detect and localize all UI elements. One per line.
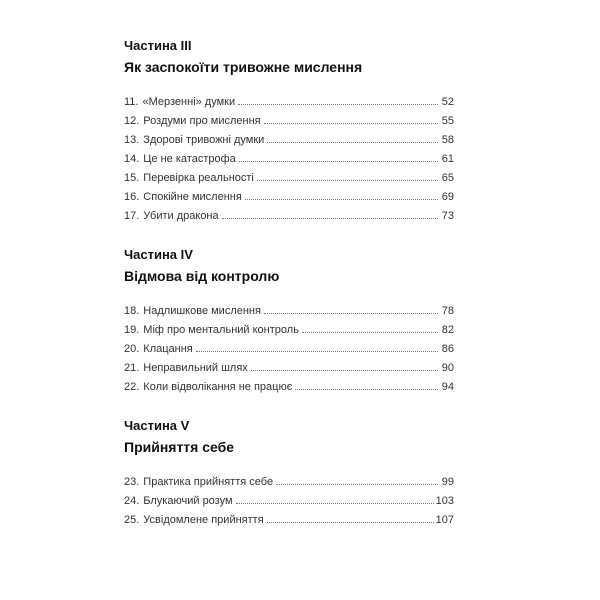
dot-leader xyxy=(276,484,438,485)
entry-title: Убити дракона xyxy=(143,210,219,222)
toc-entry xyxy=(124,302,454,321)
entry-title: Міф про ментальний контроль xyxy=(143,324,299,336)
entry-number: 24. xyxy=(124,495,140,507)
toc-entry xyxy=(124,169,454,188)
entry-number: 11. xyxy=(124,96,139,108)
entry-number: 15. xyxy=(124,172,140,184)
entry-number: 21. xyxy=(124,362,140,374)
part-section xyxy=(124,247,454,397)
entry-number: 12. xyxy=(124,115,140,127)
toc-entry xyxy=(124,378,454,397)
entry-page: 61 xyxy=(441,153,454,165)
entry-title: Це не катастрофа xyxy=(143,153,236,165)
dot-leader xyxy=(239,161,438,162)
dot-leader xyxy=(264,123,438,124)
part-label: Частина V xyxy=(124,418,190,433)
dot-leader xyxy=(222,218,438,219)
entry-page: 52 xyxy=(441,96,454,108)
dot-leader xyxy=(245,199,438,200)
toc-entry xyxy=(124,188,454,207)
entry-page: 69 xyxy=(441,191,454,203)
part-label: Частина IV xyxy=(124,247,193,262)
toc-entry xyxy=(124,359,454,378)
part-label: Частина III xyxy=(124,38,192,53)
entry-page: 107 xyxy=(435,514,454,526)
dot-leader xyxy=(267,522,434,523)
toc-entries xyxy=(124,93,454,226)
entry-title: Клацання xyxy=(143,343,193,355)
entry-number: 17. xyxy=(124,210,140,222)
toc-entries xyxy=(124,302,454,397)
entry-page: 103 xyxy=(435,495,454,507)
dot-leader xyxy=(196,351,438,352)
entry-page: 99 xyxy=(441,476,454,488)
toc-entries xyxy=(124,473,454,530)
entry-number: 14. xyxy=(124,153,140,165)
part-title: Відмова від контролю xyxy=(124,268,280,284)
entry-title: Блукаючий розум xyxy=(143,495,233,507)
dot-leader xyxy=(264,313,438,314)
dot-leader xyxy=(236,503,434,504)
entry-number: 16. xyxy=(124,191,140,203)
entry-number: 25. xyxy=(124,514,140,526)
toc-entry xyxy=(124,207,454,226)
toc-entry xyxy=(124,150,454,169)
toc-entry xyxy=(124,321,454,340)
entry-number: 13. xyxy=(124,134,140,146)
entry-number: 22. xyxy=(124,381,140,393)
entry-page: 94 xyxy=(441,381,454,393)
toc-entry xyxy=(124,93,454,112)
entry-page: 73 xyxy=(441,210,454,222)
toc-entry xyxy=(124,112,454,131)
part-section xyxy=(124,38,454,226)
entry-number: 20. xyxy=(124,343,140,355)
entry-title: Практика прийняття себе xyxy=(143,476,274,488)
entry-title: Перевірка реальності xyxy=(143,172,254,184)
dot-leader xyxy=(267,142,438,143)
entry-title: «Мерзенні» думки xyxy=(142,96,236,108)
part-title: Як заспокоїти тривожне мислення xyxy=(124,59,363,75)
toc-entry xyxy=(124,131,454,150)
toc-entry xyxy=(124,473,454,492)
dot-leader xyxy=(251,370,438,371)
entry-page: 65 xyxy=(441,172,454,184)
dot-leader xyxy=(295,389,438,390)
entry-title: Здорові тривожні думки xyxy=(143,134,265,146)
entry-title: Коли відволікання не працює xyxy=(143,381,293,393)
toc-entry xyxy=(124,511,454,530)
entry-title: Надлишкове мислення xyxy=(143,305,261,317)
entry-number: 23. xyxy=(124,476,140,488)
entry-number: 18. xyxy=(124,305,140,317)
entry-title: Усвідомлене прийняття xyxy=(143,514,264,526)
entry-page: 86 xyxy=(441,343,454,355)
entry-number: 19. xyxy=(124,324,140,336)
entry-page: 55 xyxy=(441,115,454,127)
entry-page: 82 xyxy=(441,324,454,336)
dot-leader xyxy=(302,332,438,333)
part-title: Прийняття себе xyxy=(124,439,235,455)
entry-page: 78 xyxy=(441,305,454,317)
dot-leader xyxy=(238,104,438,105)
entry-title: Неправильний шлях xyxy=(143,362,248,374)
toc-entry xyxy=(124,340,454,359)
entry-title: Роздуми про мислення xyxy=(143,115,261,127)
entry-page: 90 xyxy=(441,362,454,374)
table-of-contents xyxy=(124,38,454,530)
entry-title: Спокійне мислення xyxy=(143,191,242,203)
toc-entry xyxy=(124,492,454,511)
part-section xyxy=(124,418,454,530)
dot-leader xyxy=(257,180,438,181)
entry-page: 58 xyxy=(441,134,454,146)
